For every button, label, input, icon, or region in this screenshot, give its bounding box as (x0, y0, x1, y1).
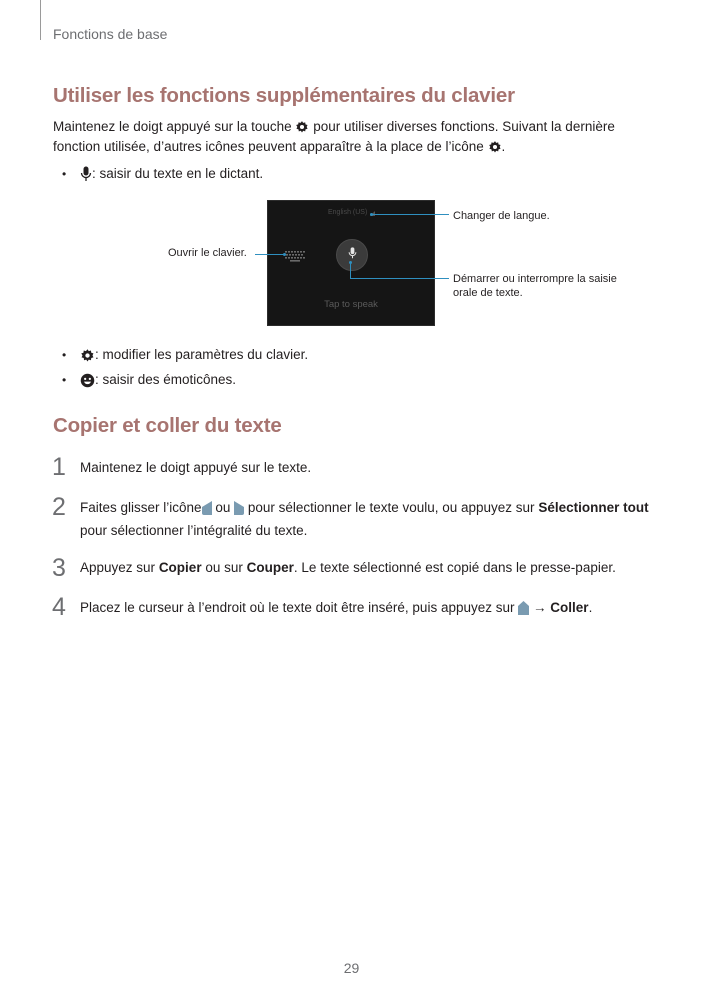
selection-handle-right-icon (234, 501, 244, 521)
selection-handle-left-icon (202, 501, 212, 521)
tap-to-speak-label: Tap to speak (324, 299, 378, 310)
callout-dot-language (370, 213, 373, 216)
callout-line-mic (350, 278, 449, 279)
cursor-handle-icon (518, 601, 529, 621)
step-number: 2 (52, 493, 66, 521)
microphone-icon (80, 166, 92, 182)
step-text: Appuyez sur Copier ou sur Couper. Le texte sélectionné est copié dans le presse-papier. (80, 560, 616, 575)
callout-dot-keyboard (283, 253, 286, 256)
section-title-copy-paste: Copier et coller du texte (53, 414, 282, 437)
section-header: Fonctions de base (53, 26, 168, 42)
callout-line-mic-vertical (350, 263, 351, 278)
callout-start-stop: Démarrer ou interrompre la saisie orale de texte. (453, 273, 617, 299)
bullet-emoticons: • : saisir des émoticônes. (62, 372, 237, 387)
mic-button[interactable] (336, 239, 368, 271)
page-number: 29 (343, 960, 360, 976)
gear-icon (488, 140, 502, 154)
callout-line-keyboard (255, 254, 284, 255)
callout-change-language: Changer de langue. (453, 210, 550, 222)
gear-icon (295, 120, 309, 134)
language-label[interactable]: English (US) (328, 209, 368, 216)
step-text: Placez le curseur à l’endroit où le texte doit être inséré, puis appuyez sur → Coller. (80, 598, 660, 621)
bullet-dictation: • : saisir du texte en le dictant. (62, 166, 264, 181)
step-number: 4 (52, 593, 66, 621)
callout-line-language (372, 214, 449, 215)
step-text: Maintenez le doigt appuyé sur le texte. (80, 460, 312, 475)
section-title-keyboard: Utiliser les fonctions supplémentaires du clavier (53, 84, 515, 107)
callout-open-keyboard: Ouvrir le clavier. (168, 247, 247, 259)
callout-dot-mic (349, 261, 352, 264)
step-number: 3 (52, 554, 66, 582)
step-text: Faites glisser l’icône ou pour sélectionner le texte voulu, ou appuyez sur Sélectionner tout pour sélectionner l’intégralité du texte. (80, 500, 649, 538)
smiley-icon (80, 373, 95, 388)
bullet-settings: • : modifier les paramètres du clavier. (62, 347, 309, 362)
gear-icon (80, 348, 95, 363)
step-number: 1 (52, 453, 66, 481)
intro-paragraph: Maintenez le doigt appuyé sur la touche pour utiliser diverses fonctions. Suivant la dernière fonction utilisée, d’autres icônes peuvent apparaître à la place de l’icône . (53, 119, 615, 154)
keyboard-icon[interactable] (284, 249, 306, 261)
header-rule (40, 0, 41, 40)
